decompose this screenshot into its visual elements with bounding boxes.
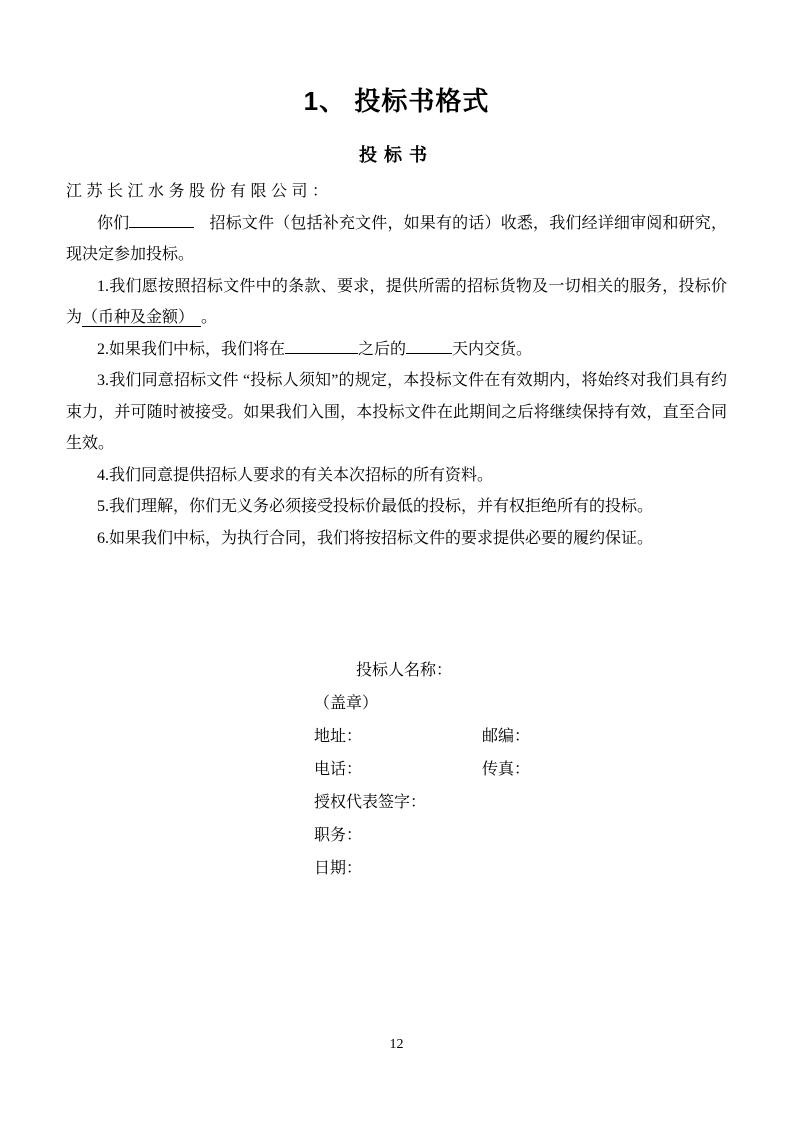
document-subtitle: 投标书 [359, 145, 434, 165]
item-1-period: 。 [201, 309, 218, 326]
item-1-text: 1.我们愿按照招标文件中的条款、要求，提供所需的招标货物及一切相关的服务，投标价为 [66, 277, 727, 326]
blank-line-date [285, 338, 358, 354]
item-5-paragraph: 5.我们理解，你们无义务必须接受投标价最低的投标，并有权拒绝所有的投标。 [97, 498, 654, 515]
item-2-text-pre: 2.如果我们中标，我们将在 [97, 340, 286, 358]
address-label: 地址： [314, 728, 363, 745]
authorized-signature-label: 授权代表签字： [314, 794, 427, 811]
document-title: 1、 投标书格式 [303, 86, 490, 116]
phone-label: 电话： [314, 761, 363, 778]
blank-line-receipt [129, 212, 194, 228]
seal-label: （盖章） [314, 695, 379, 712]
intro-text-pre: 你们 [97, 214, 130, 232]
currency-amount-underlined: （币种及金额） [82, 309, 201, 327]
fax-label: 传真： [482, 761, 531, 778]
salutation-line: 江苏长江水务股份有限公司： [66, 183, 333, 200]
intro-paragraph [66, 208, 727, 271]
postcode-label: 邮编： [482, 728, 531, 745]
item-1-paragraph [66, 271, 727, 334]
blank-line-days [406, 338, 452, 354]
bidder-name-label: 投标人名称： [356, 662, 453, 679]
document-body [66, 176, 727, 554]
item-2-paragraph [66, 334, 727, 366]
item-4-paragraph: 4.我们同意提供招标人要求的有关本次招标的所有资料。 [97, 466, 494, 484]
page-number: 12 [389, 1037, 404, 1052]
position-label: 职务： [314, 827, 363, 844]
signature-block [314, 654, 734, 885]
phone-fax-row [314, 753, 734, 786]
address-postcode-row [314, 720, 734, 753]
item-3-paragraph: 3.我们同意招标文件 “投标人须知”的规定，本投标文件在有效期内，将始终对我们具有约束力，并可随时被接受。如果我们入围，本投标文件在此期间之后将继续保持有效，直至合同生效。 [66, 372, 727, 452]
intro-text-post: 招标文件（包括补充文件，如果有的话）收悉，我们经详细审阅和研究，现决定参加投标。 [66, 214, 727, 263]
date-label: 日期： [314, 860, 363, 877]
item-6-paragraph: 6.如果我们中标，为执行合同，我们将按招标文件的要求提供必要的履约保证。 [97, 529, 654, 547]
item-2-text-post: 天内交货。 [452, 340, 533, 358]
item-2-text-mid: 之后的 [358, 340, 407, 358]
